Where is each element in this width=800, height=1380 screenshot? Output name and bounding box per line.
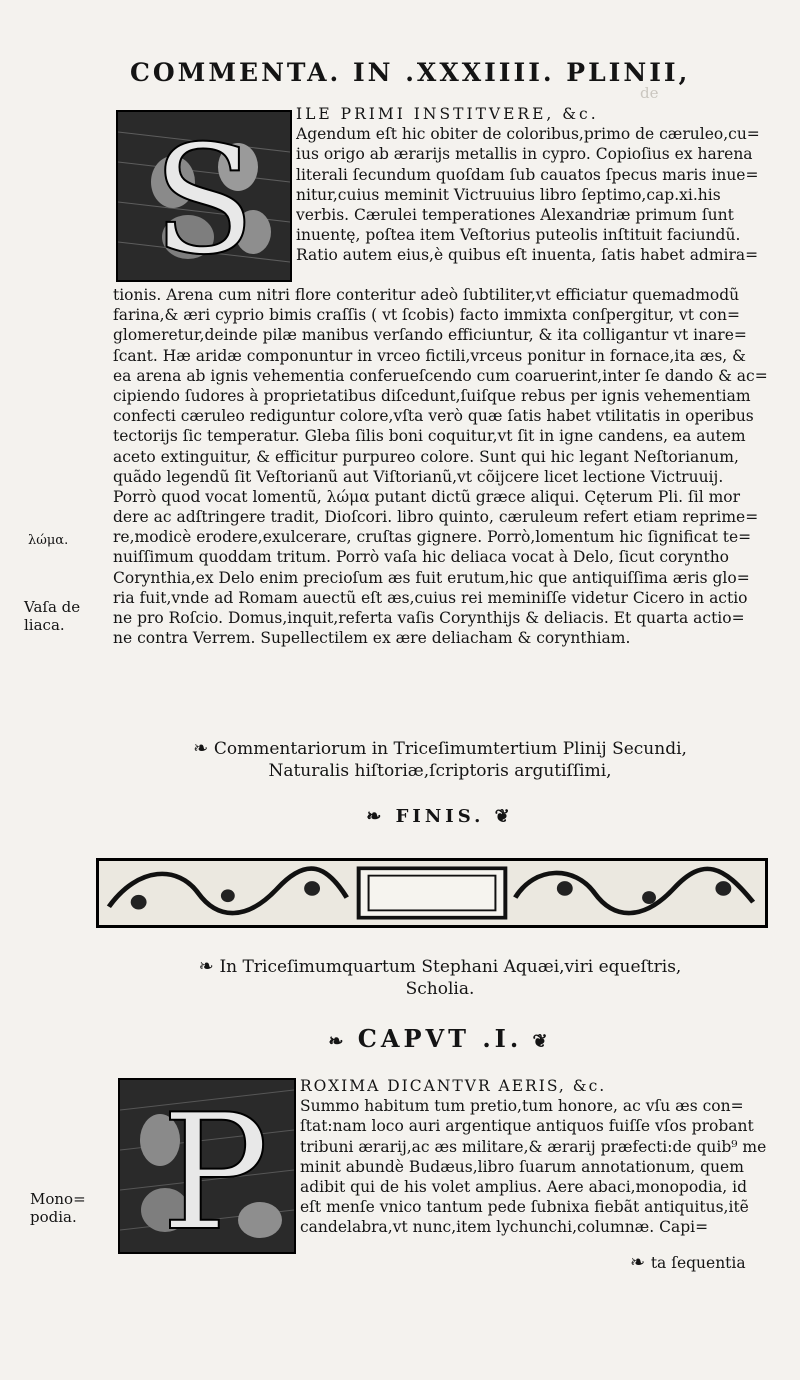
- initial-p-letter: P: [161, 1080, 269, 1252]
- running-header: COMMENTA. IN .XXXIIII. PLINII,: [130, 58, 691, 87]
- woodcut-initial-p: [118, 1078, 296, 1254]
- initial-p-illustration: [120, 1080, 294, 1252]
- colophon-line-1: Commentariorum in Triceſimumtertium Plinij Secundi,: [213, 739, 687, 759]
- paragraph-2: [300, 1076, 776, 1238]
- text-line: verbis. Cærulei temperationes Alexandriæ primum ſunt: [296, 205, 734, 224]
- text-line: ius origo ab ærarijs metallis in cypro. Copioſius ex harena: [296, 145, 753, 164]
- hedera-leaf-icon: ❧: [366, 806, 396, 827]
- catchword-text: ta ſequentia: [650, 1254, 746, 1272]
- hedera-leaf-icon: ❦: [484, 806, 514, 827]
- scholia-heading: [100, 956, 780, 1000]
- scholia-line-2: Scholia.: [405, 979, 475, 999]
- text-line: Corynthia,ex Delo enim precioſum æs fuit erutum,hic que antiquiſſima æris glo=: [113, 568, 750, 587]
- hedera-leaf-icon: ❦: [522, 1031, 552, 1052]
- caput-heading: [100, 1024, 780, 1053]
- text-line: Ratio autem eius,è quibus eſt inuenta, ſatis habet admira=: [296, 246, 759, 265]
- text-line: literali ſecundum quoſdam ſub cauatos ſpecus maris inue=: [296, 165, 759, 184]
- text-line: eſt menſe vnico tantum pede ſubnixa fiebãt antiquitus,itẽ: [300, 1198, 749, 1217]
- woodcut-initial-s: [116, 110, 292, 282]
- text-line: confecti cæruleo rediguntur colore,vſta verò quæ ſatis habet vtilitatis in operibus: [113, 407, 754, 426]
- text-line: tribuni ærarij,ac æs militare,& ærarij præfecti:de quib⁹ me: [300, 1137, 767, 1156]
- margin-note-monopodia: Mono= podia.: [30, 1190, 86, 1226]
- text-line: dere ac adſtringere tradit, Dioſcori. libro quinto, cæruleum refert etiam reprime=: [113, 508, 759, 527]
- finis-heading: [100, 806, 780, 827]
- text-line: nuiſſimum quoddam tritum. Porrò vaſa hic deliaca vocat à Delo, ſicut corynthο: [113, 548, 730, 567]
- margin-note-vasa: Vaſa de liaca.: [24, 598, 81, 634]
- hedera-leaf-icon: ❧: [630, 1252, 651, 1273]
- text-line: ea arena ab ignis vehementia conferueſcendo cum coaruerint,inter ſe dando & ac=: [113, 366, 768, 385]
- text-line: farina,& æri cyprio bimis craſſis ( vt ſcobis) facto immixta conſpergitur, vt con=: [113, 306, 740, 325]
- text-line: ria fuit,vnde ad Romam auectũ eſt æs,cuius rei meminiſſe videtur Cicero in actio: [113, 588, 748, 607]
- text-line: re,modicè erodere,exulcerare, cruſtas gignere. Porrò,lomentum hic ſignificat te=: [113, 528, 752, 547]
- text-line: Agendum eſt hic obiter de coloribus,primo de cæruleo,cu=: [296, 125, 760, 144]
- text-line: tectorijs ſic temperatur. Gleba ſilis boni coquitur,vt ſit in igne candens, ea autem: [113, 427, 746, 446]
- banner-scrollwork: [99, 861, 765, 925]
- commentary-colophon: [100, 738, 780, 782]
- hedera-leaf-icon: ❧: [193, 738, 214, 759]
- catchword-line: [630, 1252, 746, 1273]
- text-line: nitur,cuius meminit Victruuius libro ſeptimo,cap.xi.his: [296, 185, 721, 204]
- text-line: tionis. Arena cum nitri flore conteritur adeò ſubtiliter,vt efficiatur quemadmodũ: [113, 286, 740, 304]
- text-line: minit abundè Budæus,libro ſuarum annotationum, quem: [300, 1157, 744, 1176]
- text-line: Porrò quod vocat lomentũ, λώμα putant dictũ græce aliqui. Cęterum Pli. ſil mor: [113, 487, 741, 506]
- text-line: ſtat:nam loco auri argentique antiquos fuiſſe vſos probant: [300, 1117, 754, 1136]
- scholia-line-1: In Triceſimumquartum Stephani Aquæi,viri equeſtris,: [219, 957, 682, 977]
- text-line: aceto extinguitur, & efficitur purpureo colore. Sunt qui hic legant Neſtorianum,: [113, 447, 739, 466]
- text-line: quãdo legendũ ſit Veſtorianũ aut Viſtorianũ,vt cõijcere licet lectione Victruuij.: [113, 467, 724, 486]
- caput-text: CAPVT .I.: [357, 1024, 523, 1053]
- text-line: glomeretur,deinde pilæ manibus verſando efficiuntur, & ita colligantur vt inare=: [113, 326, 747, 345]
- paragraph-1-full: [113, 285, 773, 648]
- initial-s-letter: S: [152, 114, 256, 280]
- ornamental-banner: [96, 858, 768, 928]
- finis-text: FINIS.: [395, 806, 485, 827]
- text-line: candelabra,vt nunc,item lychunchi,columnæ. Capi=: [300, 1218, 709, 1237]
- bleed-through: de: [640, 84, 659, 102]
- text-line: inuentę, poſtea item Veſtorius puteolis inſtituit faciundũ.: [296, 226, 741, 245]
- hedera-leaf-icon: ❧: [198, 956, 220, 977]
- hedera-leaf-icon: ❧: [328, 1031, 358, 1052]
- paragraph-1-indented: [296, 104, 770, 266]
- text-line: adibit qui de his volet amplius. Aere abaci,monopodia, id: [300, 1177, 748, 1196]
- initial-s-illustration: [118, 112, 290, 280]
- colophon-line-2: Naturalis hiſtoriæ,ſcriptoris argutiſſimi,: [268, 761, 612, 781]
- text-line: ne pro Roſcio. Domus,inquit,referta vaſis Corynthijs & deliacis. Et quarta actio=: [113, 609, 745, 627]
- text-line: ne contra Verrem. Supellectilem ex ære deliacham & corynthiam.: [113, 629, 631, 648]
- text-line: Summo habitum tum pretio,tum honore, ac vſu æs con=: [300, 1097, 744, 1116]
- text-line: cipiendo ſudores à proprietatibus diſcedunt,ſuiſque rebus per ignis vehementiam: [113, 386, 751, 405]
- margin-note-greek: λώμα.: [28, 533, 69, 548]
- text-line: ROXIMA DICANTVR AERIS, &c.: [300, 1077, 607, 1095]
- text-line: ſcant. Hæ aridæ componuntur in vrceo fictili,vrceus ponitur in fornace,ita æs, &: [113, 346, 746, 365]
- text-line: ILE PRIMI INSTITVERE, &c.: [296, 105, 599, 123]
